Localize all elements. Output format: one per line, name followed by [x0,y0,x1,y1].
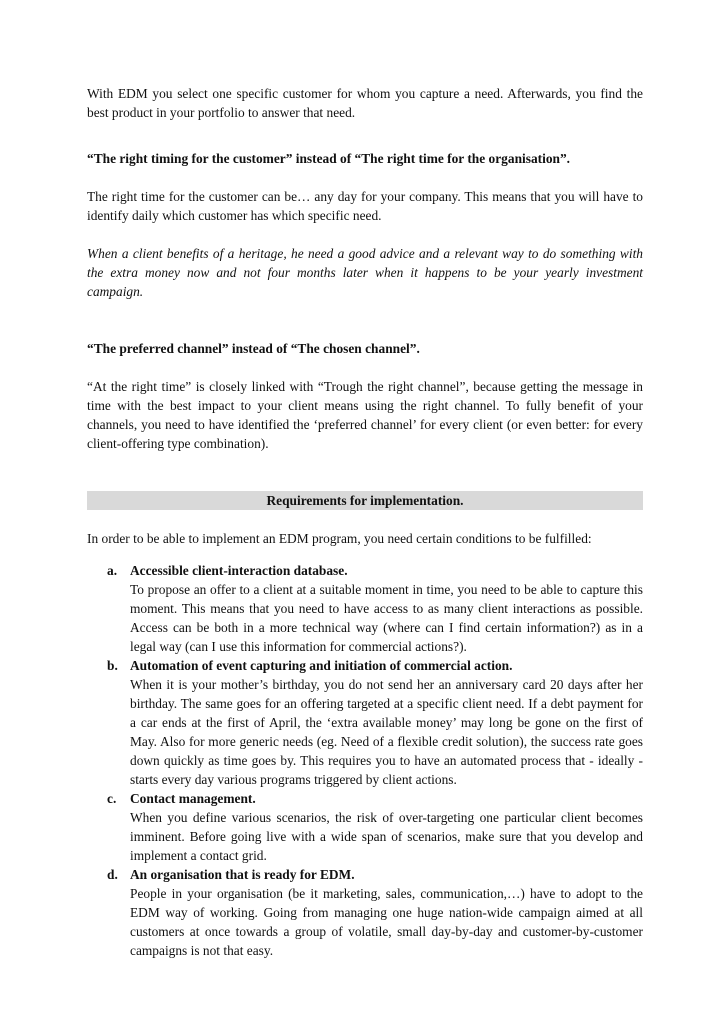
requirement-marker: d. [107,867,118,882]
requirement-item [87,656,643,789]
requirement-body: To propose an offer to a client at a suitable moment in time, you need to be able to capture this moment. This means that you need to have access to as many client interactions as possible. Access can be both in a more technical way (where can I find certain information?) as in a legal way (can I use this information for commercial actions?). [130,582,643,654]
channel-paragraph: “At the right time” is closely linked with “Trough the right channel”, because getting the message in time with the best impact to your client means using the right channel. To fully benefit of your channels, you need to have identified the ‘preferred channel’ for every client (or even better: for every client-offering type combination). [87,379,643,451]
requirements-intro: In order to be able to implement an EDM program, you need certain conditions to be fulfilled: [87,531,592,546]
requirements-heading: Requirements for implementation. [87,491,643,510]
timing-example: When a client benefits of a heritage, he need a good advice and a relevant way to do something with the extra money now and not four months later when it happens to be your yearly investment campaign. [87,246,643,299]
channel-heading: “The preferred channel” instead of “The chosen channel”. [87,341,420,356]
timing-heading: “The right timing for the customer” instead of “The right time for the organisation”. [87,151,571,166]
requirement-title: Accessible client-interaction database. [130,563,348,578]
requirement-title: An organisation that is ready for EDM. [130,867,355,882]
requirement-marker: a. [107,563,118,578]
intro-paragraph: With EDM you select one specific customer for whom you capture a need. Afterwards, you find the best product in your portfolio to answer that need. [87,86,643,120]
requirement-marker: c. [107,791,117,806]
requirement-body: When it is your mother’s birthday, you do not send her an anniversary card 20 days after her birthday. The same goes for an offering targeted at a specific client need. If a debt payment for a car ends at the first of April, the ‘extra available money’ may long be gone on the first of May. Also for more generic needs (eg. Need of a flexible credit solution), the success rate goes down quickly as time goes by. This requires you to have an automated process that - ideally - starts every day various programs triggered by client actions. [130,677,643,787]
requirement-item [87,561,643,656]
requirement-body: People in your organisation (be it marketing, sales, communication,…) have to adopt to the EDM way of working. Going from managing one huge nation-wide campaign aimed at all customers at once towards a group of volatile, small day-by-day and customer-by-customer campaigns is not that easy. [130,886,643,958]
requirement-body: When you define various scenarios, the risk of over-targeting one particular client becomes imminent. Before going live with a wide span of scenarios, make sure that you develop and implement a contact grid. [130,810,643,863]
document-page [87,84,643,960]
requirements-list [87,561,643,960]
requirement-title: Contact management. [130,791,256,806]
requirement-marker: b. [107,658,118,673]
requirement-title: Automation of event capturing and initiation of commercial action. [130,658,513,673]
timing-paragraph: The right time for the customer can be… any day for your company. This means that you will have to identify daily which customer has which specific need. [87,189,643,223]
requirement-item [87,789,643,865]
requirement-item [87,865,643,960]
